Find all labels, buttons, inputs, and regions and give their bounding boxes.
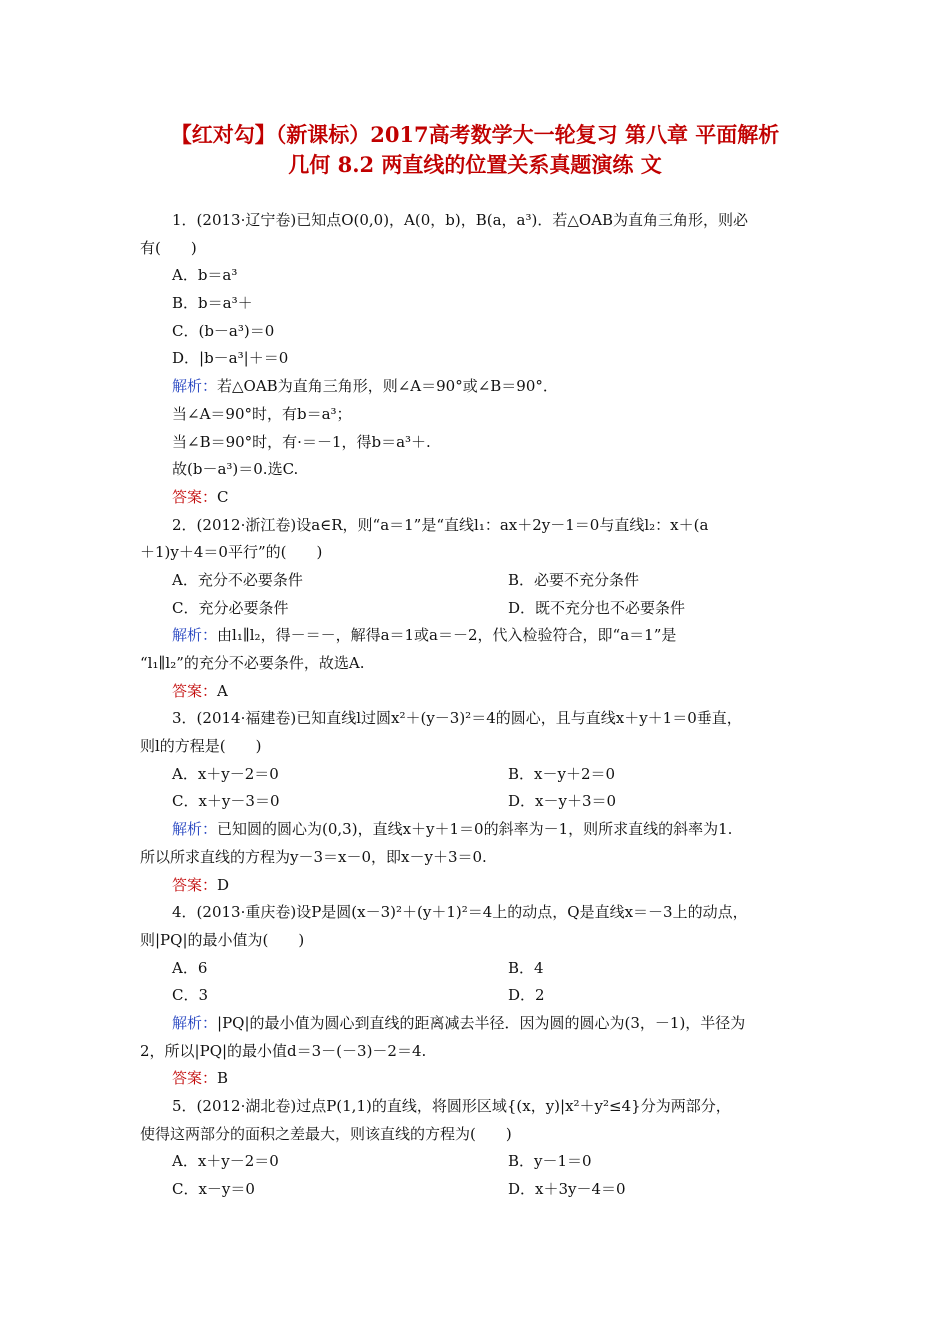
solution-text: 由l₁∥l₂，得－＝－，解得a＝1或a＝－2，代入检验符合，即“a＝1”是 <box>217 626 677 645</box>
question-1-option-b: B．b＝a³＋ <box>172 294 253 313</box>
answer-label: 答案： <box>172 681 218 700</box>
question-2-answer <box>140 678 812 706</box>
answer-value: C <box>217 487 229 506</box>
question-3-options-row <box>140 788 812 816</box>
question-5-option-c: C．x－y＝0 <box>172 1180 255 1199</box>
question-1-option-a: A．b＝a³ <box>172 266 238 285</box>
title-line-1: 【红对勾】（新课标）2017高考数学大一轮复习 第八章 平面解析 <box>170 122 780 147</box>
solution-label: 解析： <box>172 1013 218 1032</box>
answer-value: A <box>217 681 228 700</box>
answer-label: 答案： <box>172 1069 218 1088</box>
question-4-answer <box>140 1065 812 1093</box>
answer-value: D <box>217 875 230 894</box>
question-1 <box>140 207 812 512</box>
question-5-options-row <box>140 1176 812 1204</box>
question-2-stem-cont: ＋1)y＋4＝0平行”的( ) <box>140 543 323 562</box>
question-5-stem: 5．(2012·湖北卷)过点P(1,1)的直线，将圆形区域{(x，y)|x²＋y²≤4}分为两部分， <box>172 1097 731 1115</box>
question-4-option-a: A．6 <box>172 958 208 977</box>
question-5-stem-cont: 使得这两部分的面积之差最大，则该直线的方程为( ) <box>140 1124 512 1143</box>
question-2-options-row <box>140 567 812 595</box>
question-3-solution-line: 所以所求直线的方程为y－3＝x－0，即x－y＋3＝0. <box>140 847 487 866</box>
solution-label: 解析： <box>172 377 218 396</box>
solution-label: 解析： <box>172 626 218 645</box>
question-1-option-d: D．|b－a³|＋＝0 <box>172 349 289 368</box>
question-4-option-c: C．3 <box>172 986 209 1005</box>
question-1-option-c: C．(b－a³)＝0 <box>172 321 275 340</box>
solution-text: 若△OAB为直角三角形，则∠A＝90°或∠B＝90°． <box>217 377 558 396</box>
title-line-2: 几何 8.2 两直线的位置关系真题演练 文 <box>288 152 662 177</box>
question-1-solution <box>140 373 812 401</box>
answer-label: 答案： <box>172 875 218 894</box>
solution-label: 解析： <box>172 820 218 839</box>
question-1-solution-line: 当∠B＝90°时，有·＝－1，得b＝a³＋. <box>172 432 431 451</box>
document-body <box>140 207 812 1204</box>
question-5-option-b: B．y－1＝0 <box>508 1152 592 1171</box>
question-5-options-row <box>140 1148 812 1176</box>
solution-text: |PQ|的最小值为圆心到直线的距离减去半径．因为圆的圆心为(3，－1)，半径为 <box>217 1013 746 1032</box>
question-2-option-b: B．必要不充分条件 <box>508 570 640 589</box>
question-4-solution <box>140 1010 812 1038</box>
question-3-option-c: C．x＋y－3＝0 <box>172 792 280 811</box>
question-3-option-d: D．x－y＋3＝0 <box>508 792 617 811</box>
question-5 <box>140 1093 812 1204</box>
question-2-option-c: C．充分必要条件 <box>172 598 289 617</box>
answer-label: 答案： <box>172 487 218 506</box>
question-1-answer <box>140 484 812 512</box>
question-3 <box>140 705 812 899</box>
question-4-stem-cont: 则|PQ|的最小值为( ) <box>140 930 305 949</box>
question-3-stem-cont: 则l的方程是( ) <box>140 737 262 756</box>
question-4-options-row <box>140 982 812 1010</box>
question-5-option-d: D．x＋3y－4＝0 <box>508 1180 626 1199</box>
question-3-option-a: A．x＋y－2＝0 <box>172 764 279 783</box>
question-3-stem: 3．(2014·福建卷)已知直线l过圆x²＋(y－3)²＝4的圆心，且与直线x＋y＋1＝0垂直， <box>172 709 742 728</box>
question-4 <box>140 899 812 1093</box>
question-3-answer <box>140 872 812 900</box>
question-1-stem: 1．(2013·辽宁卷)已知点O(0,0)，A(0，b)，B(a，a³)．若△OAB为直角三角形，则必 <box>172 211 749 229</box>
solution-text: 已知圆的圆心为(0,3)，直线x＋y＋1＝0的斜率为－1，则所求直线的斜率为1. <box>217 820 733 839</box>
question-4-solution-line: 2，所以|PQ|的最小值d＝3－(－3)－2＝4. <box>140 1041 427 1060</box>
question-1-solution-line: 当∠A＝90°时，有b＝a³； <box>172 404 352 423</box>
question-3-options-row <box>140 761 812 789</box>
question-4-stem: 4．(2013·重庆卷)设P是圆(x－3)²＋(y＋1)²＝4上的动点，Q是直线x＝－3上的动点， <box>172 903 748 922</box>
question-2-options-row <box>140 595 812 623</box>
question-5-option-a: A．x＋y－2＝0 <box>172 1152 279 1171</box>
question-4-option-b: B．4 <box>508 958 544 977</box>
question-3-solution <box>140 816 812 844</box>
answer-value: B <box>217 1069 229 1088</box>
question-2 <box>140 512 812 706</box>
question-2-option-d: D．既不充分也不必要条件 <box>508 598 686 617</box>
question-2-stem: 2．(2012·浙江卷)设a∈R，则“a＝1”是“直线l₁：ax＋2y－1＝0与直线l₂：x＋(a <box>172 515 709 534</box>
question-2-option-a: A．充分不必要条件 <box>172 570 303 589</box>
question-4-options-row <box>140 955 812 983</box>
document-title <box>110 120 840 180</box>
question-3-option-b: B．x－y＋2＝0 <box>508 764 616 783</box>
question-4-option-d: D．2 <box>508 986 545 1005</box>
question-1-solution-line: 故(b－a³)＝0.选C. <box>172 460 299 479</box>
question-2-solution-line: “l₁∥l₂”的充分不必要条件，故选A. <box>140 654 365 672</box>
question-1-stem-cont: 有( ) <box>140 238 197 257</box>
question-2-solution <box>140 622 812 650</box>
